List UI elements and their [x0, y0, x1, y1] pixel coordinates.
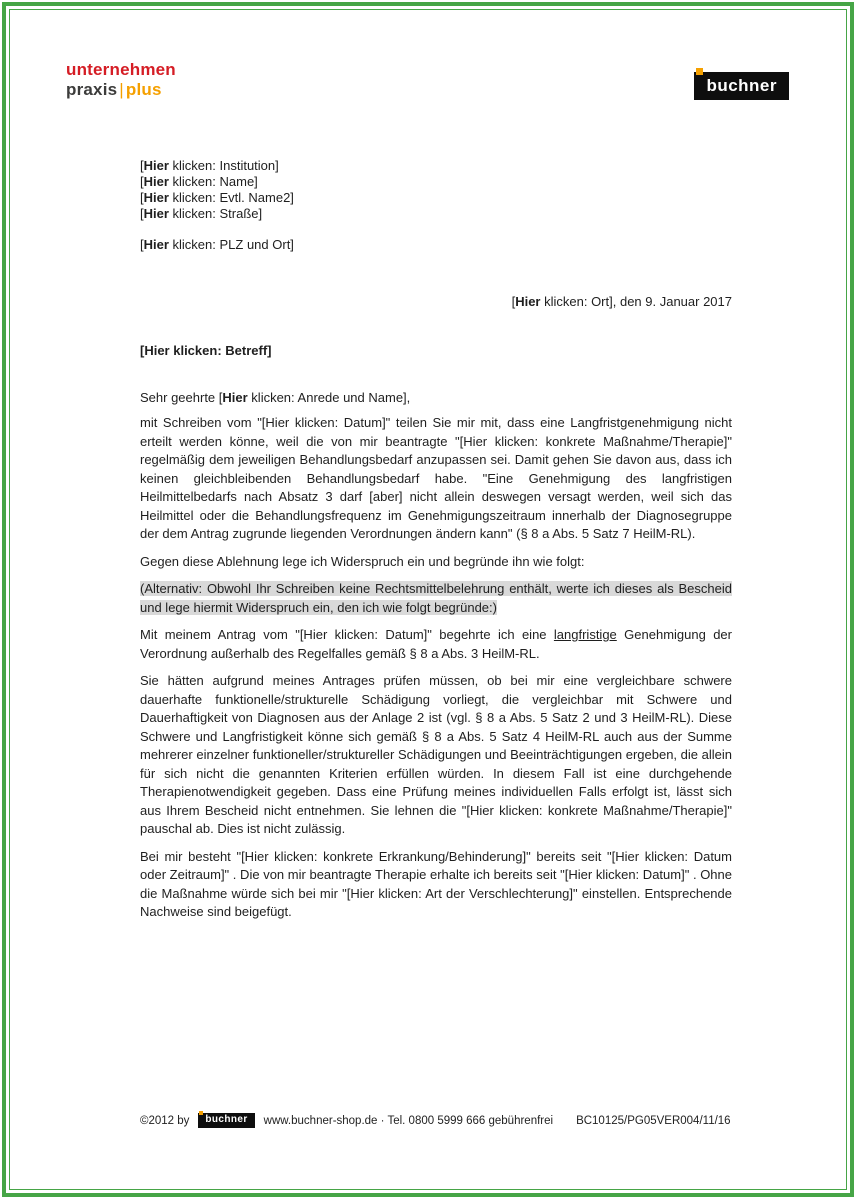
paragraph: Bei mir besteht "[Hier klicken: konkrete Erkrankung/Behinderung]" bereits seit "[Hier klicken: Datum oder Zeitraum]" . Die von mir beantragte Therapie erhalte ich bereits seit "[Hier klicken: Datum]" . Ohne die Maßnahme würde sich bei mir "[Hier klicken: Art der Verschlechterung]" einstellen. Entsprechende Nachweise sind beigefügt.: [140, 848, 732, 919]
footer-contact: www.buchner-shop.de · Tel. 0800 5999 666 gebührenfrei: [263, 1114, 554, 1127]
highlight-paragraph: [140, 580, 732, 617]
paragraph: mit Schreiben vom "[Hier klicken: Datum]" teilen Sie mir mit, dass eine Langfristgenehmigung nicht erteilt werden könne, weil die von mir beantragte "[Hier klicken: konkrete Maßnahme/Therapie]" regelmäßig dem jeweiligen Behandlungsbedarf anzupassen sei. Damit gehen Sie davon aus, dass ich keinen gleichbleibenden Behandlungsbedarf habe. "Eine Genehmigung des langfristigen Heilmittelbedarfs nach Absatz 3 darf [aber] nicht allein deswegen versagt werden, weil sich das Heilmittel oder die Behandlungsfrequenz im Genehmigungszeitraum innerhalb der Diagnosegruppe der dem Antrag zugrunde liegenden Verordnungen ändern kann" (§ 8 a Abs. 5 Satz 7 HeilM-RL).: [140, 415, 732, 541]
unternehmen-praxis-plus-logo: [66, 60, 176, 100]
buchner-footer-logo-accent-icon: [199, 1111, 203, 1115]
address-placeholder-line[interactable]: [Hier klicken: PLZ und Ort]: [140, 237, 294, 252]
buchner-footer-logo-text: buchner: [205, 1114, 248, 1125]
subject-placeholder-line[interactable]: [Hier klicken: Betreff]: [140, 343, 272, 358]
logo-word-unternehmen: unternehmen: [66, 60, 176, 79]
address-placeholder-line[interactable]: [Hier klicken: Institution]: [140, 158, 279, 173]
buchner-logo-accent-icon: [696, 68, 703, 75]
address-placeholder-line[interactable]: [Hier klicken: Evtl. Name2]: [140, 190, 294, 205]
address-block: [140, 158, 732, 253]
footer-document-code: BC10125/PG05VER004/11/16: [576, 1114, 731, 1127]
address-placeholder-line[interactable]: [Hier klicken: Straße]: [140, 206, 263, 221]
logo-line-praxis-plus: [66, 80, 176, 100]
paragraph: Sie hätten aufgrund meines Antrages prüfen müssen, ob bei mir eine vergleichbare schwere dauerhafte funktionelle/strukturelle Schädigung vorliegt, die vergleichbar mit Schwere und Dauerhaftigkeit von Diagnosen aus der Anlage 2 ist (vgl. § 8 a Abs. 5 Satz 2 und 3 HeilM-RL). Diese Schwere und Langfristigkeit könne sich gemäß § 8 a Abs. 5 Satz 4 HeilM-RL auch aus der Summe mehrerer einzelner funktioneller/struktureller Schädigungen und Beeinträchtigungen ergeben, die allein für sich nicht die genannten Kriterien erfüllen würden. In diesem Fall ist eine durchgehende Therapienotwendigkeit gegeben. Dass eine Prüfung meines individuellen Falls erfolgt ist, lässt sich aus Ihrem Bescheid nicht entnehmen. Sie lehnen die "[Hier klicken: konkrete Maßnahme/Therapie]" pauschal ab. Dies ist nicht zulässig.: [140, 673, 732, 836]
date-placeholder-line[interactable]: [Hier klicken: Ort], den 9. Januar 2017: [511, 294, 732, 309]
logo-word-praxis: praxis: [66, 80, 118, 99]
paragraph: Mit meinem Antrag vom "[Hier klicken: Datum]" begehrte ich eine langfristige Genehmigung der Verordnung außerhalb des Regelfalles gemäß § 8 a Abs. 3 HeilM-RL.: [140, 627, 732, 661]
buchner-logo: [694, 72, 789, 100]
logo-word-plus: plus: [125, 80, 162, 99]
highlighted-text: (Alternativ: Obwohl Ihr Schreiben keine Rechtsmittelbelehrung enthält, werte ich dieses als Bescheid und lege hiermit Widerspruch ein, den ich wie folgt begründe:): [140, 581, 732, 615]
footer: [140, 1113, 740, 1128]
salutation-line[interactable]: Sehr geehrte [Hier klicken: Anrede und Name],: [140, 390, 411, 405]
letter-body: [140, 414, 732, 922]
address-placeholder-line[interactable]: [Hier klicken: Name]: [140, 174, 258, 189]
buchner-footer-logo: [198, 1113, 254, 1128]
footer-copyright: ©2012 by: [140, 1114, 190, 1127]
logo-separator: |: [119, 80, 124, 99]
paragraph: Gegen diese Ablehnung lege ich Widerspruch ein und begründe ihn wie folgt:: [140, 553, 585, 569]
buchner-logo-text: buchner: [706, 76, 777, 95]
letter-content: [140, 158, 732, 931]
